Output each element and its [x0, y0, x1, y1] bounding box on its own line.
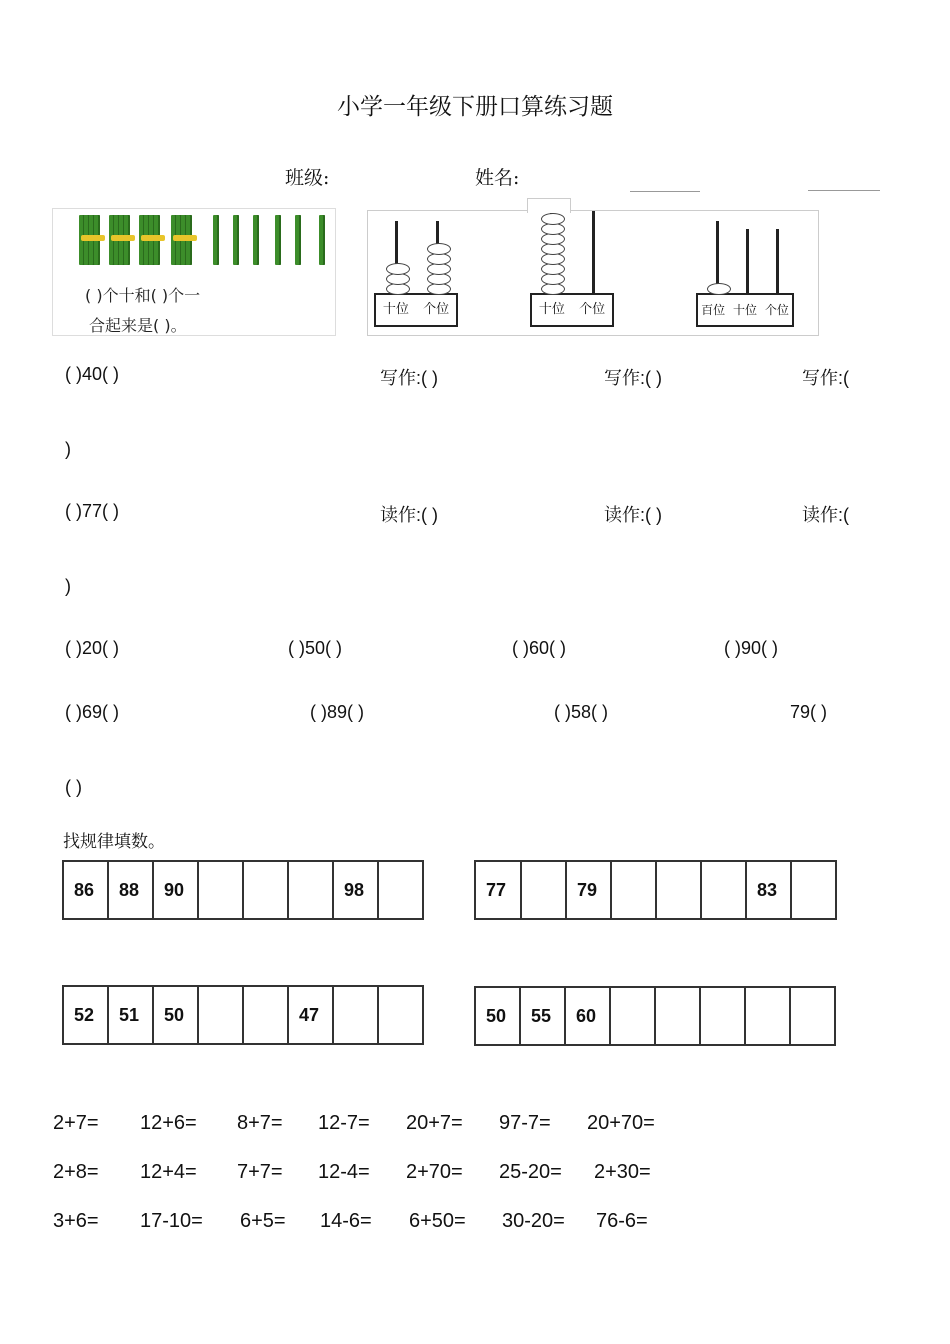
- stick-icon: [319, 215, 325, 265]
- name-label: 姓名:: [475, 167, 520, 189]
- abacus-2-ones-rod: [592, 211, 595, 293]
- page-title: 小学一年级下册口算练习题: [337, 94, 613, 120]
- row1-close: ): [65, 439, 71, 459]
- sequence-cell[interactable]: [656, 861, 701, 919]
- sequence-cell[interactable]: [611, 861, 656, 919]
- calc-problem: 17-10=: [140, 1210, 203, 1232]
- row1-write-3: 写作:(: [802, 368, 849, 388]
- abacus-image: [367, 210, 819, 336]
- abacus-3-hundreds-label: 百位: [701, 303, 726, 317]
- calc-problem: 12+6=: [140, 1112, 197, 1134]
- sequence-cell: 52: [63, 986, 108, 1044]
- calc-problem: 20+7=: [406, 1112, 463, 1134]
- abacus-1-base: [374, 293, 458, 327]
- row4-item-2: ( )89( ): [310, 702, 364, 722]
- sequence-cell: 88: [108, 861, 153, 919]
- sequence-cell: 50: [475, 987, 520, 1045]
- sequence-cell[interactable]: [701, 861, 746, 919]
- bead-icon: [541, 213, 565, 225]
- bundle-tie-icon: [111, 235, 135, 241]
- sequence-cell[interactable]: [791, 861, 836, 919]
- row2-read-3: 读作:(: [802, 505, 849, 525]
- row1-number: ( )40( ): [65, 364, 119, 384]
- sequence-cell: 79: [566, 861, 611, 919]
- sequence-cell[interactable]: [243, 986, 288, 1044]
- sequence-cell: 98: [333, 861, 378, 919]
- calc-problem: 2+7=: [53, 1112, 99, 1134]
- calc-problem: 12+4=: [140, 1161, 197, 1183]
- sequence-cell: 50: [153, 986, 198, 1044]
- calc-problem: 14-6=: [320, 1210, 372, 1232]
- sequence-cell[interactable]: [378, 861, 423, 919]
- sequence-cell: 47: [288, 986, 333, 1044]
- abacus-2-tens-label: 十位: [538, 302, 565, 317]
- bead-icon: [707, 283, 731, 295]
- row2-number: ( )77( ): [65, 501, 119, 521]
- sequence-table-1: [62, 860, 424, 920]
- row2-read-2: 读作:( ): [604, 505, 662, 525]
- abacus-1-tens-label: 十位: [382, 302, 409, 317]
- sequence-cell: 90: [153, 861, 198, 919]
- calc-problem: 8+7=: [237, 1112, 283, 1134]
- name-underline: [630, 191, 700, 192]
- calc-problem: 97-7=: [499, 1112, 551, 1134]
- sequence-cell: 77: [475, 861, 521, 919]
- sequence-cell[interactable]: [655, 987, 700, 1045]
- row3-item-4: ( )90( ): [724, 638, 778, 658]
- name-underline-2: [808, 190, 880, 191]
- sequence-cell[interactable]: [700, 987, 745, 1045]
- stick-icon: [295, 215, 301, 265]
- row2-close: ): [65, 576, 71, 596]
- calc-problem: 12-7=: [318, 1112, 370, 1134]
- sequence-cell[interactable]: [610, 987, 655, 1045]
- row1-write-1: 写作:( ): [380, 368, 438, 388]
- bundle-question-line1: ( )个十和( )个一: [85, 286, 201, 305]
- sequence-cell: 86: [63, 861, 108, 919]
- row3-item-1: ( )20( ): [65, 638, 119, 658]
- stick-icon: [275, 215, 281, 265]
- bundle-question-line2: 合起来是( )。: [89, 316, 187, 335]
- sequence-cell[interactable]: [288, 861, 333, 919]
- calc-problem: 6+5=: [240, 1210, 286, 1232]
- bead-icon: [386, 263, 410, 275]
- calc-problem: 2+70=: [406, 1161, 463, 1183]
- sequence-cell[interactable]: [333, 986, 378, 1044]
- calc-problem: 2+8=: [53, 1161, 99, 1183]
- stick-icon: [213, 215, 219, 265]
- sequence-cell: 60: [565, 987, 610, 1045]
- pattern-title: 找规律填数。: [63, 832, 165, 852]
- calc-problem: 20+70=: [587, 1112, 655, 1134]
- abacus-1-ones-label: 个位: [423, 302, 450, 317]
- class-label: 班级:: [285, 167, 330, 189]
- calc-problem: 7+7=: [237, 1161, 283, 1183]
- sequence-cell: 51: [108, 986, 153, 1044]
- abacus-2-base: [530, 293, 614, 327]
- abacus-3-ones-rod: [776, 229, 779, 293]
- row3-item-2: ( )50( ): [288, 638, 342, 658]
- row2-read-1: 读作:( ): [380, 505, 438, 525]
- bundle-tie-icon: [81, 235, 105, 241]
- calc-problem: 3+6=: [53, 1210, 99, 1232]
- sequence-cell[interactable]: [198, 861, 243, 919]
- row1-write-2: 写作:( ): [604, 368, 662, 388]
- sequence-cell[interactable]: [378, 986, 423, 1044]
- row3-item-3: ( )60( ): [512, 638, 566, 658]
- row4-item-4: 79( ): [790, 702, 828, 722]
- sequence-cell[interactable]: [521, 861, 566, 919]
- calc-problem: 6+50=: [409, 1210, 466, 1232]
- sequence-cell[interactable]: [243, 861, 288, 919]
- bead-icon: [427, 243, 451, 255]
- bundle-tie-icon: [173, 235, 197, 241]
- calc-problem: 25-20=: [499, 1161, 562, 1183]
- sequence-cell[interactable]: [745, 987, 790, 1045]
- calc-problem: 76-6=: [596, 1210, 648, 1232]
- abacus-3-base: [696, 293, 794, 327]
- sequence-cell: 83: [746, 861, 791, 919]
- abacus-3-ones-label: 个位: [764, 303, 789, 317]
- calc-problem: 30-20=: [502, 1210, 565, 1232]
- sequence-table-3: [62, 985, 424, 1045]
- calc-problem: 12-4=: [318, 1161, 370, 1183]
- calc-problem: 2+30=: [594, 1161, 651, 1183]
- stick-icon: [253, 215, 259, 265]
- bundle-sticks-image: [52, 208, 336, 336]
- stick-icon: [233, 215, 239, 265]
- bundle-tie-icon: [141, 235, 165, 241]
- row4-item-5: ( ): [65, 777, 82, 797]
- abacus-3-tens-label: 十位: [732, 303, 757, 317]
- row4-item-3: ( )58( ): [554, 702, 608, 722]
- sequence-table-4: [474, 986, 836, 1046]
- abacus-2-overflow: [527, 198, 571, 213]
- sequence-cell[interactable]: [790, 987, 835, 1045]
- sequence-cell: 55: [520, 987, 565, 1045]
- row4-item-1: ( )69( ): [65, 702, 119, 722]
- sequence-table-2: [474, 860, 837, 920]
- sequence-cell[interactable]: [198, 986, 243, 1044]
- abacus-2-ones-label: 个位: [579, 302, 606, 317]
- abacus-3-tens-rod: [746, 229, 749, 293]
